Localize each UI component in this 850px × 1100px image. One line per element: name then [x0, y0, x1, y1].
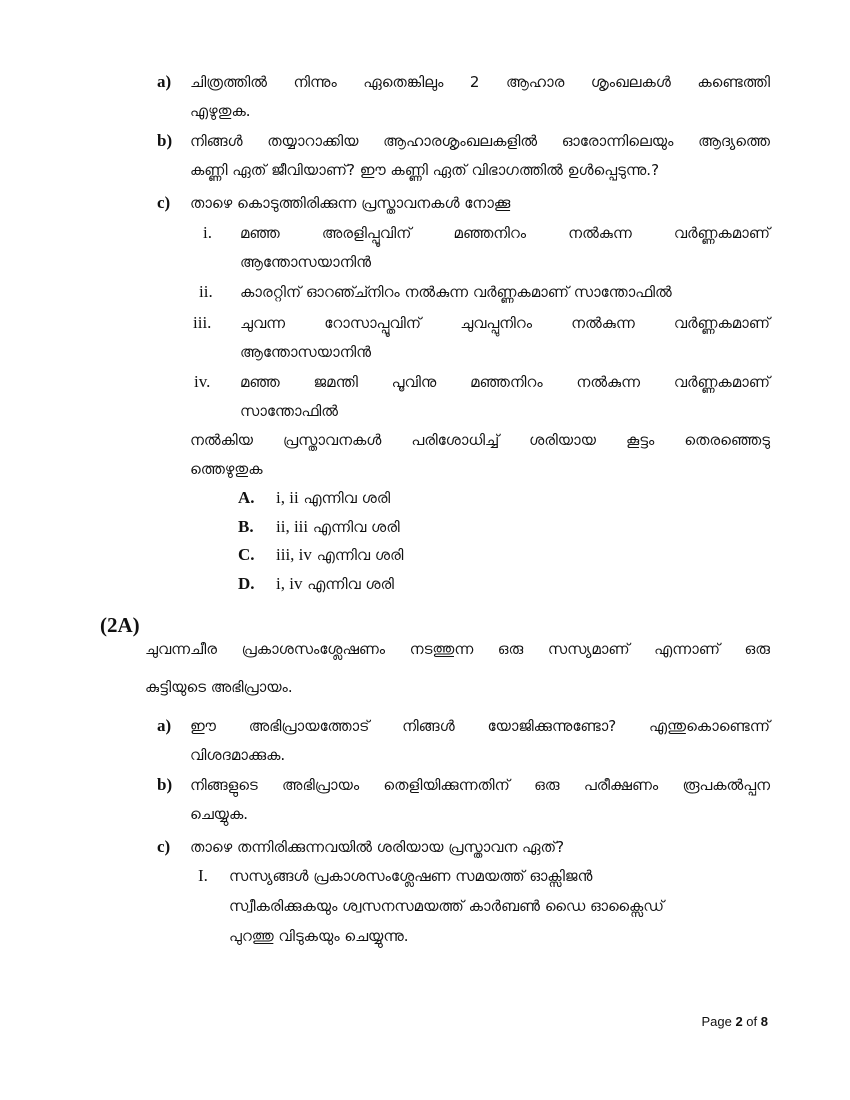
choice-number: I.	[198, 866, 208, 885]
question-1a-line1: ചിത്രത്തിൽ നിന്നും ഏതെങ്കിലും 2 ആഹാര ശൃംഖലകൾ കണ്ടെത്തി	[190, 73, 770, 91]
statement-line: ആന്തോസയാനിൻ	[240, 343, 372, 361]
question-1c-instruction-line2: ത്തെഴുതുക	[190, 460, 263, 478]
question-1b-line2: കണ്ണി ഏത് ജീവിയാണ്? ഈ കണ്ണി ഏത് വിഭാഗത്തിൽ ഉൾപ്പെടുന്നു.?	[190, 161, 660, 179]
question-2a-b-label: b)	[157, 775, 173, 794]
option-letter: A.	[238, 488, 255, 507]
question-1b-line1: നിങ്ങൾ തയ്യാറാക്കിയ ആഹാരശൃംഖലകളിൽ ഓരോന്നിലെയും ആദ്യത്തെ	[190, 132, 770, 150]
option-numbers: i, ii	[276, 488, 299, 507]
question-2a-stem-line1: ചുവന്നചീര പ്രകാശസംശ്ലേഷണം നടത്തുന്ന ഒരു സസ്യമാണ് എന്നാണ് ഒരു	[145, 640, 770, 658]
question-1a-line2: എഴുതുക.	[190, 102, 251, 120]
statement-number: ii.	[199, 282, 213, 301]
question-1c-label: c)	[157, 193, 171, 212]
option-text	[276, 488, 390, 508]
option-words: എന്നിവ ശരി	[312, 518, 400, 536]
question-1c-instruction-line1: നൽകിയ പ്രസ്താവനകൾ പരിശോധിച്ച് ശരിയായ കൂട്ടം തെരഞ്ഞെടു	[190, 431, 770, 449]
statement-line: മഞ്ഞ അരളിപ്പൂവിന് മഞ്ഞനിറം നൽകുന്ന വർണ്ണകമാണ്	[240, 224, 770, 242]
option-numbers: ii, iii	[276, 517, 309, 536]
option-text	[276, 545, 403, 565]
statement-line: കാരറ്റിന് ഓറഞ്ച്നിറം നൽകുന്ന വർണ്ണകമാണ് സാന്തോഫിൽ	[240, 283, 672, 301]
option-words: എന്നിവ ശരി	[303, 489, 391, 507]
choice-line2: സ്വീകരിക്കുകയും ശ്വസനസമയത്ത് കാർബൺ ഡൈ ഓക്സൈഡ്	[229, 897, 665, 915]
option-text	[276, 517, 400, 537]
question-1c-intro: താഴെ കൊടുത്തിരിക്കുന്ന പ്രസ്താവനകൾ നോക്കൂ	[190, 194, 511, 212]
question-2a-b-line1: നിങ്ങളുടെ അഭിപ്രായം തെളിയിക്കുന്നതിന് ഒരു പരീക്ഷണം രൂപകൽപ്പന	[190, 776, 770, 794]
total-pages: 8	[760, 1014, 768, 1029]
question-2a-a-line1: ഈ അഭിപ്രായത്തോട് നിങ്ങൾ യോജിക്കുന്നുണ്ടോ? എന്തുകൊണ്ടെന്ന്	[190, 717, 770, 735]
question-2a-a-line2: വിശദമാക്കുക.	[190, 746, 286, 764]
question-2a-c-intro: താഴെ തന്നിരിക്കുന്നവയിൽ ശരിയായ പ്രസ്താവന ഏത്?	[190, 838, 565, 856]
option-words: എന്നിവ ശരി	[307, 575, 394, 593]
statement-line: ആന്തോസയാനിൻ	[240, 253, 372, 271]
question-2a-a-label: a)	[157, 716, 172, 735]
statement-number: iii.	[193, 313, 212, 332]
option-words: എന്നിവ ശരി	[316, 546, 404, 564]
page-word: Page	[701, 1014, 732, 1029]
option-numbers: iii, iv	[276, 545, 312, 564]
statement-number: i.	[203, 223, 212, 242]
question-2a-c-label: c)	[157, 837, 171, 856]
statement-line: ചുവന്ന റോസാപ്പൂവിന് ചുവപ്പുനിറം നൽകുന്ന വർണ്ണകമാണ്	[240, 314, 770, 332]
statement-line: സാന്തോഫിൽ	[240, 402, 338, 420]
option-text	[276, 574, 394, 594]
page-number	[701, 1013, 768, 1031]
current-page: 2	[735, 1014, 743, 1029]
option-letter: D.	[238, 574, 255, 593]
question-1a-label: a)	[157, 72, 172, 91]
question-2a-b-line2: ചെയ്യുക.	[190, 805, 249, 823]
of-word: of	[746, 1014, 758, 1029]
section-heading-2a: (2A)	[100, 613, 140, 637]
statement-number: iv.	[194, 372, 211, 391]
choice-line1: സസ്യങ്ങൾ പ്രകാശസംശ്ലേഷണ സമയത്ത് ഓക്സിജൻ	[229, 867, 593, 885]
option-letter: C.	[238, 545, 255, 564]
option-numbers: i, iv	[276, 574, 303, 593]
question-1b-label: b)	[157, 131, 173, 150]
question-2a-stem-line2: കുട്ടിയുടെ അഭിപ്രായം.	[145, 678, 293, 696]
statement-line: മഞ്ഞ ജമന്തി പൂവിനു മഞ്ഞനിറം നൽകുന്ന വർണ്ണകമാണ്	[240, 373, 770, 391]
option-letter: B.	[238, 517, 254, 536]
choice-line3: പുറത്തു വിടുകയും ചെയ്യുന്നു.	[229, 927, 409, 945]
